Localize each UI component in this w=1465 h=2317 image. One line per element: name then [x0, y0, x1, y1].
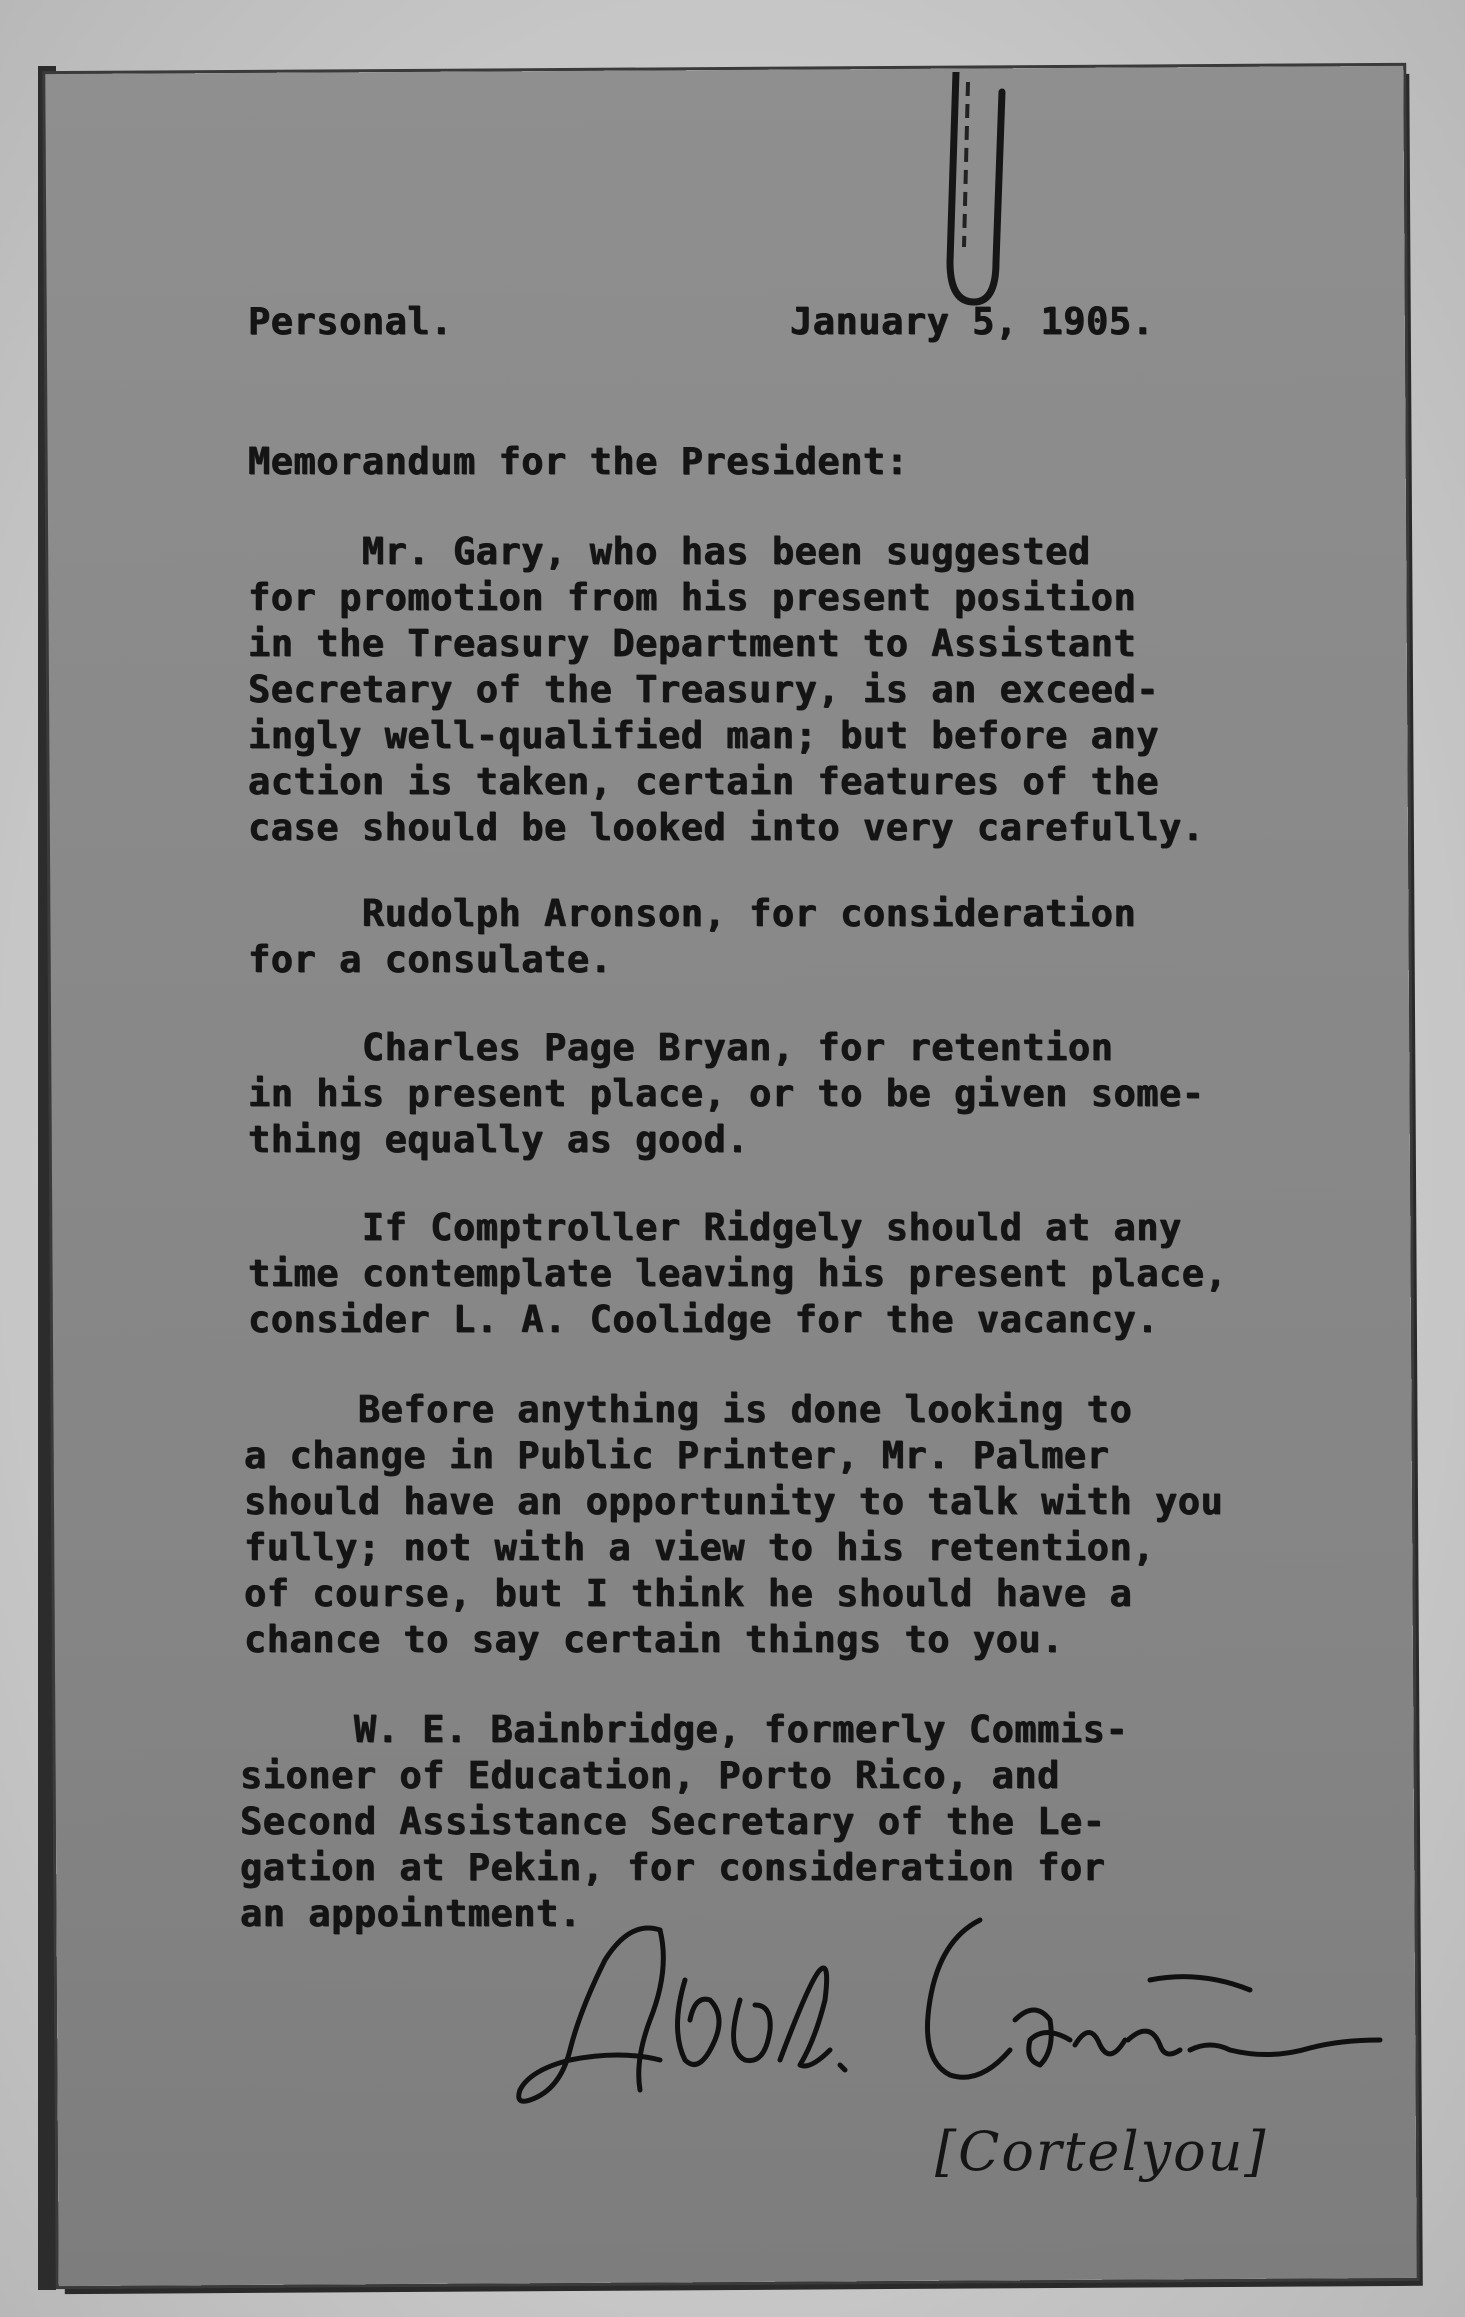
body-line: Second Assistance Secretary of the Le- — [240, 1800, 1106, 1843]
body-line: of course, but I think he should have a — [244, 1572, 1133, 1615]
body-line: for a consulate. — [248, 938, 613, 981]
body-line: for promotion from his present position — [248, 576, 1137, 619]
body-line: an appointment. — [240, 1892, 582, 1935]
body-line: If Comptroller Ridgely should at any — [248, 1206, 1182, 1249]
body-line: W. E. Bainbridge, formerly Commis- — [240, 1708, 1129, 1751]
body-line: thing equally as good. — [248, 1118, 750, 1161]
body-line: Mr. Gary, who has been suggested — [248, 530, 1091, 573]
body-line: consider L. A. Coolidge for the vacancy. — [248, 1298, 1160, 1341]
salutation: Memorandum for the President: — [248, 440, 909, 483]
memo-date: January 5, 1905. — [790, 300, 1155, 343]
signature-annotation: [Cortelyou] — [935, 2120, 1268, 2183]
body-line: case should be looked into very carefully. — [248, 806, 1205, 849]
personal-marking: Personal. — [248, 300, 453, 343]
body-line: Secretary of the Treasury, is an exceed- — [248, 668, 1160, 711]
body-line: a change in Public Printer, Mr. Palmer — [244, 1434, 1110, 1477]
body-line: should have an opportunity to talk with you — [244, 1480, 1224, 1523]
body-line: time contemplate leaving his present place, — [248, 1252, 1228, 1295]
body-line: Before anything is done looking to — [244, 1388, 1133, 1431]
body-line: Rudolph Aronson, for consideration — [248, 892, 1137, 935]
body-line: chance to say certain things to you. — [244, 1618, 1064, 1661]
body-line: in the Treasury Department to Assistant — [248, 622, 1137, 665]
body-line: fully; not with a view to his retention, — [244, 1526, 1156, 1569]
body-line: gation at Pekin, for consideration for — [240, 1846, 1106, 1889]
body-line: Charles Page Bryan, for retention — [248, 1026, 1114, 1069]
body-line: sioner of Education, Porto Rico, and — [240, 1754, 1060, 1797]
body-line: action is taken, certain features of the — [248, 760, 1160, 803]
body-line: ingly well-qualified man; but before any — [248, 714, 1160, 757]
body-line: in his present place, or to be given some- — [248, 1072, 1205, 1115]
